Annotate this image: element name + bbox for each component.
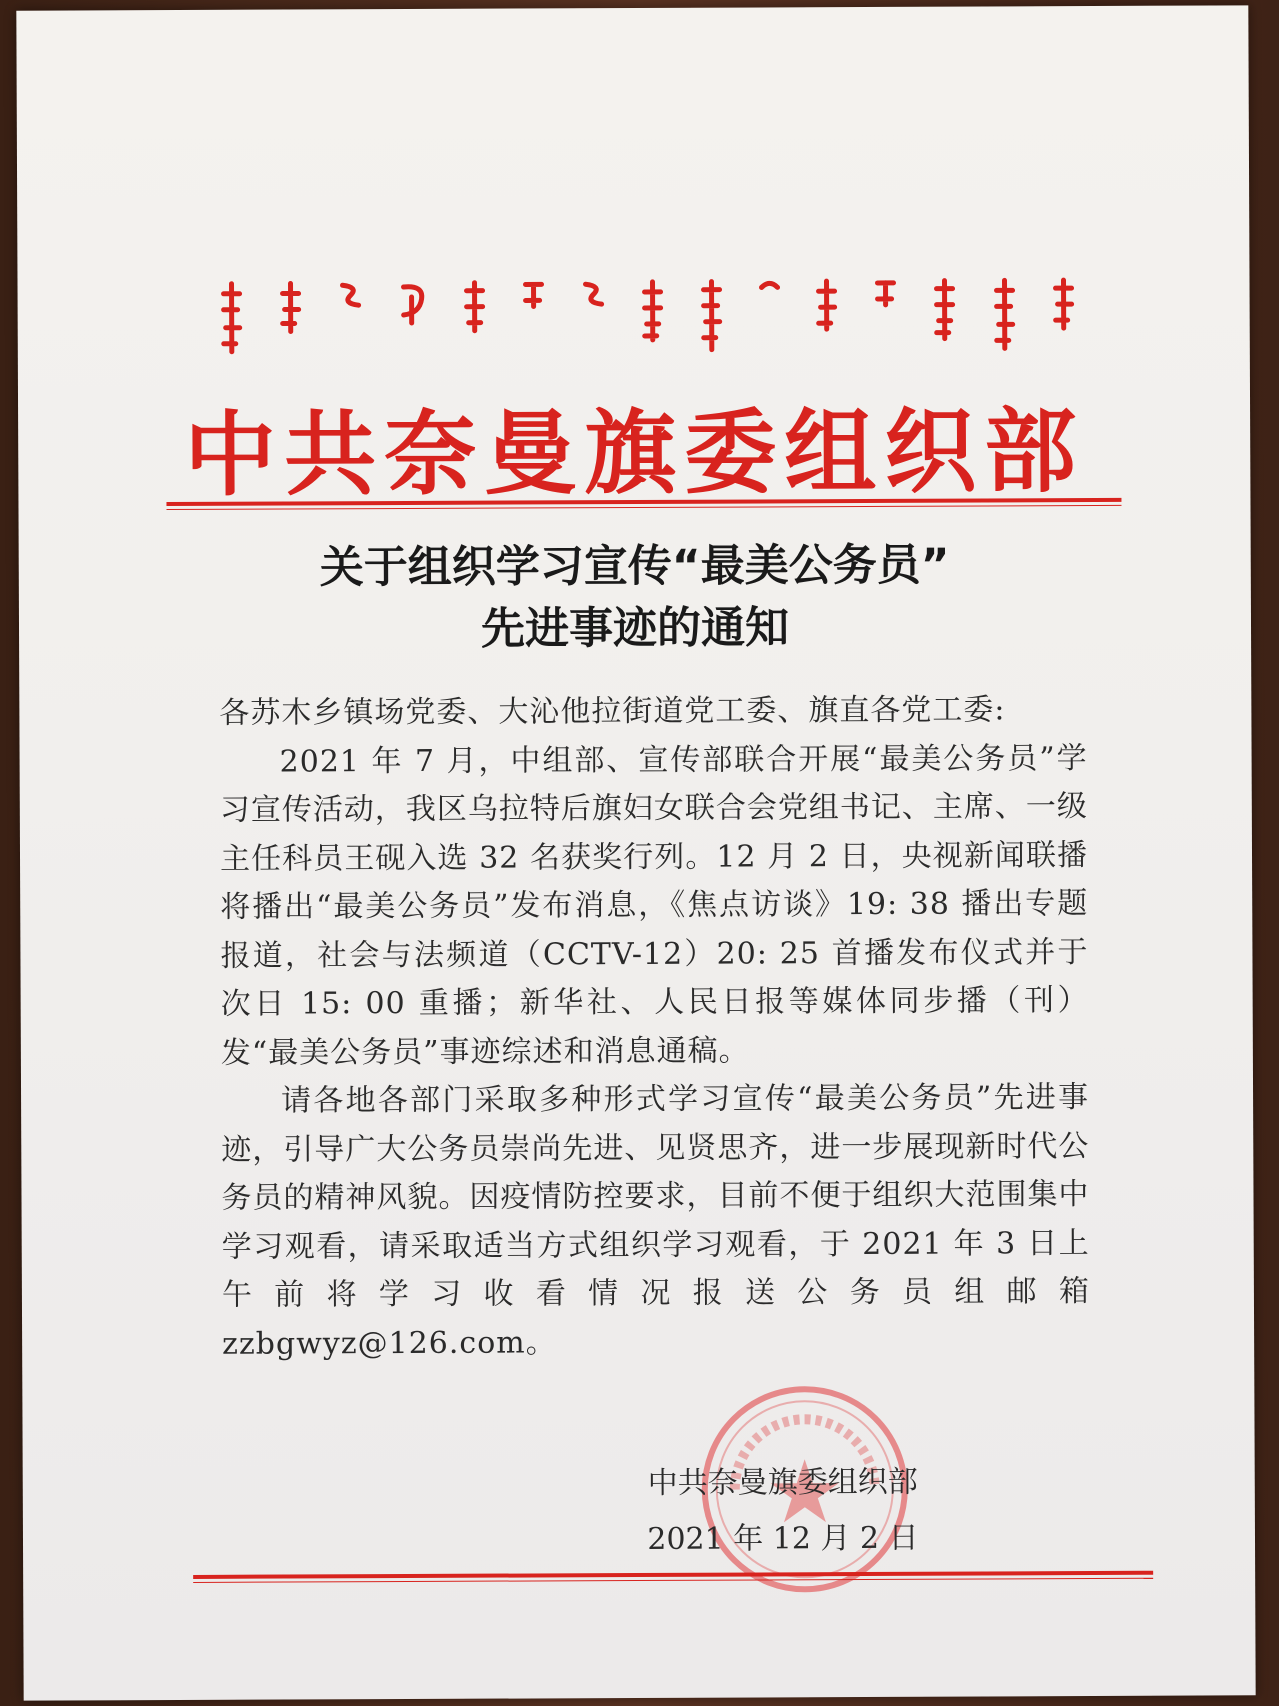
signature-date: 2021 年 12 月 2 日: [647, 1520, 919, 1557]
salutation: 各苏木乡镇场党委、大沁他拉街道党工委、旗直各党工委:: [219, 692, 1006, 731]
mongolian-script-header: [217, 276, 1077, 390]
signature-block: [623, 1455, 943, 1568]
document-page: [16, 5, 1255, 1700]
notice-title: [19, 533, 1252, 662]
body-paragraph-1: 2021 年 7 月，中组部、宣传部联合开展“最美公务员”学习宣传活动，我区乌拉特后旗妇女联合会党组书记、主席、一级主任科员王砚入选 32 名获奖行列。12 月 2 日，央视新闻联播将播出“最美公务员”发布消息，《焦点访谈》19: 38 播出专题报道，社会与法频道（CCTV-12）20: 25 首播发布仪式并于次日 15: 00 重播；新华社、人民日报等媒体同步播（刊）发“最美公务员”事迹综述和消息通稿。: [219, 740, 1089, 1071]
body-paragraph-2: 请各地各部门采取多种形式学习宣传“最美公务员”先进事迹，引导广大公务员崇尚先进、见贤思齐，进一步展现新时代公务员的精神风貌。因疫情防控要求，目前不便于组织大范围集中学习观看，请采取适当方式组织学习观看，于 2021 年 3 日上午前将学习收看情况报送公务员组邮箱 zzbgwyz@126.com。: [221, 1080, 1090, 1362]
notice-title-line1: 关于组织学习宣传“最美公务员”: [319, 539, 950, 594]
notice-body: [219, 686, 1090, 1369]
footer-red-rule: [193, 1571, 1153, 1583]
notice-title-line2: 先进事迹的通知: [480, 602, 790, 655]
signature-org: 中共奈曼旗委组织部: [647, 1464, 918, 1501]
letterhead-org-name: 中共奈曼旗委组织部: [184, 397, 1085, 509]
